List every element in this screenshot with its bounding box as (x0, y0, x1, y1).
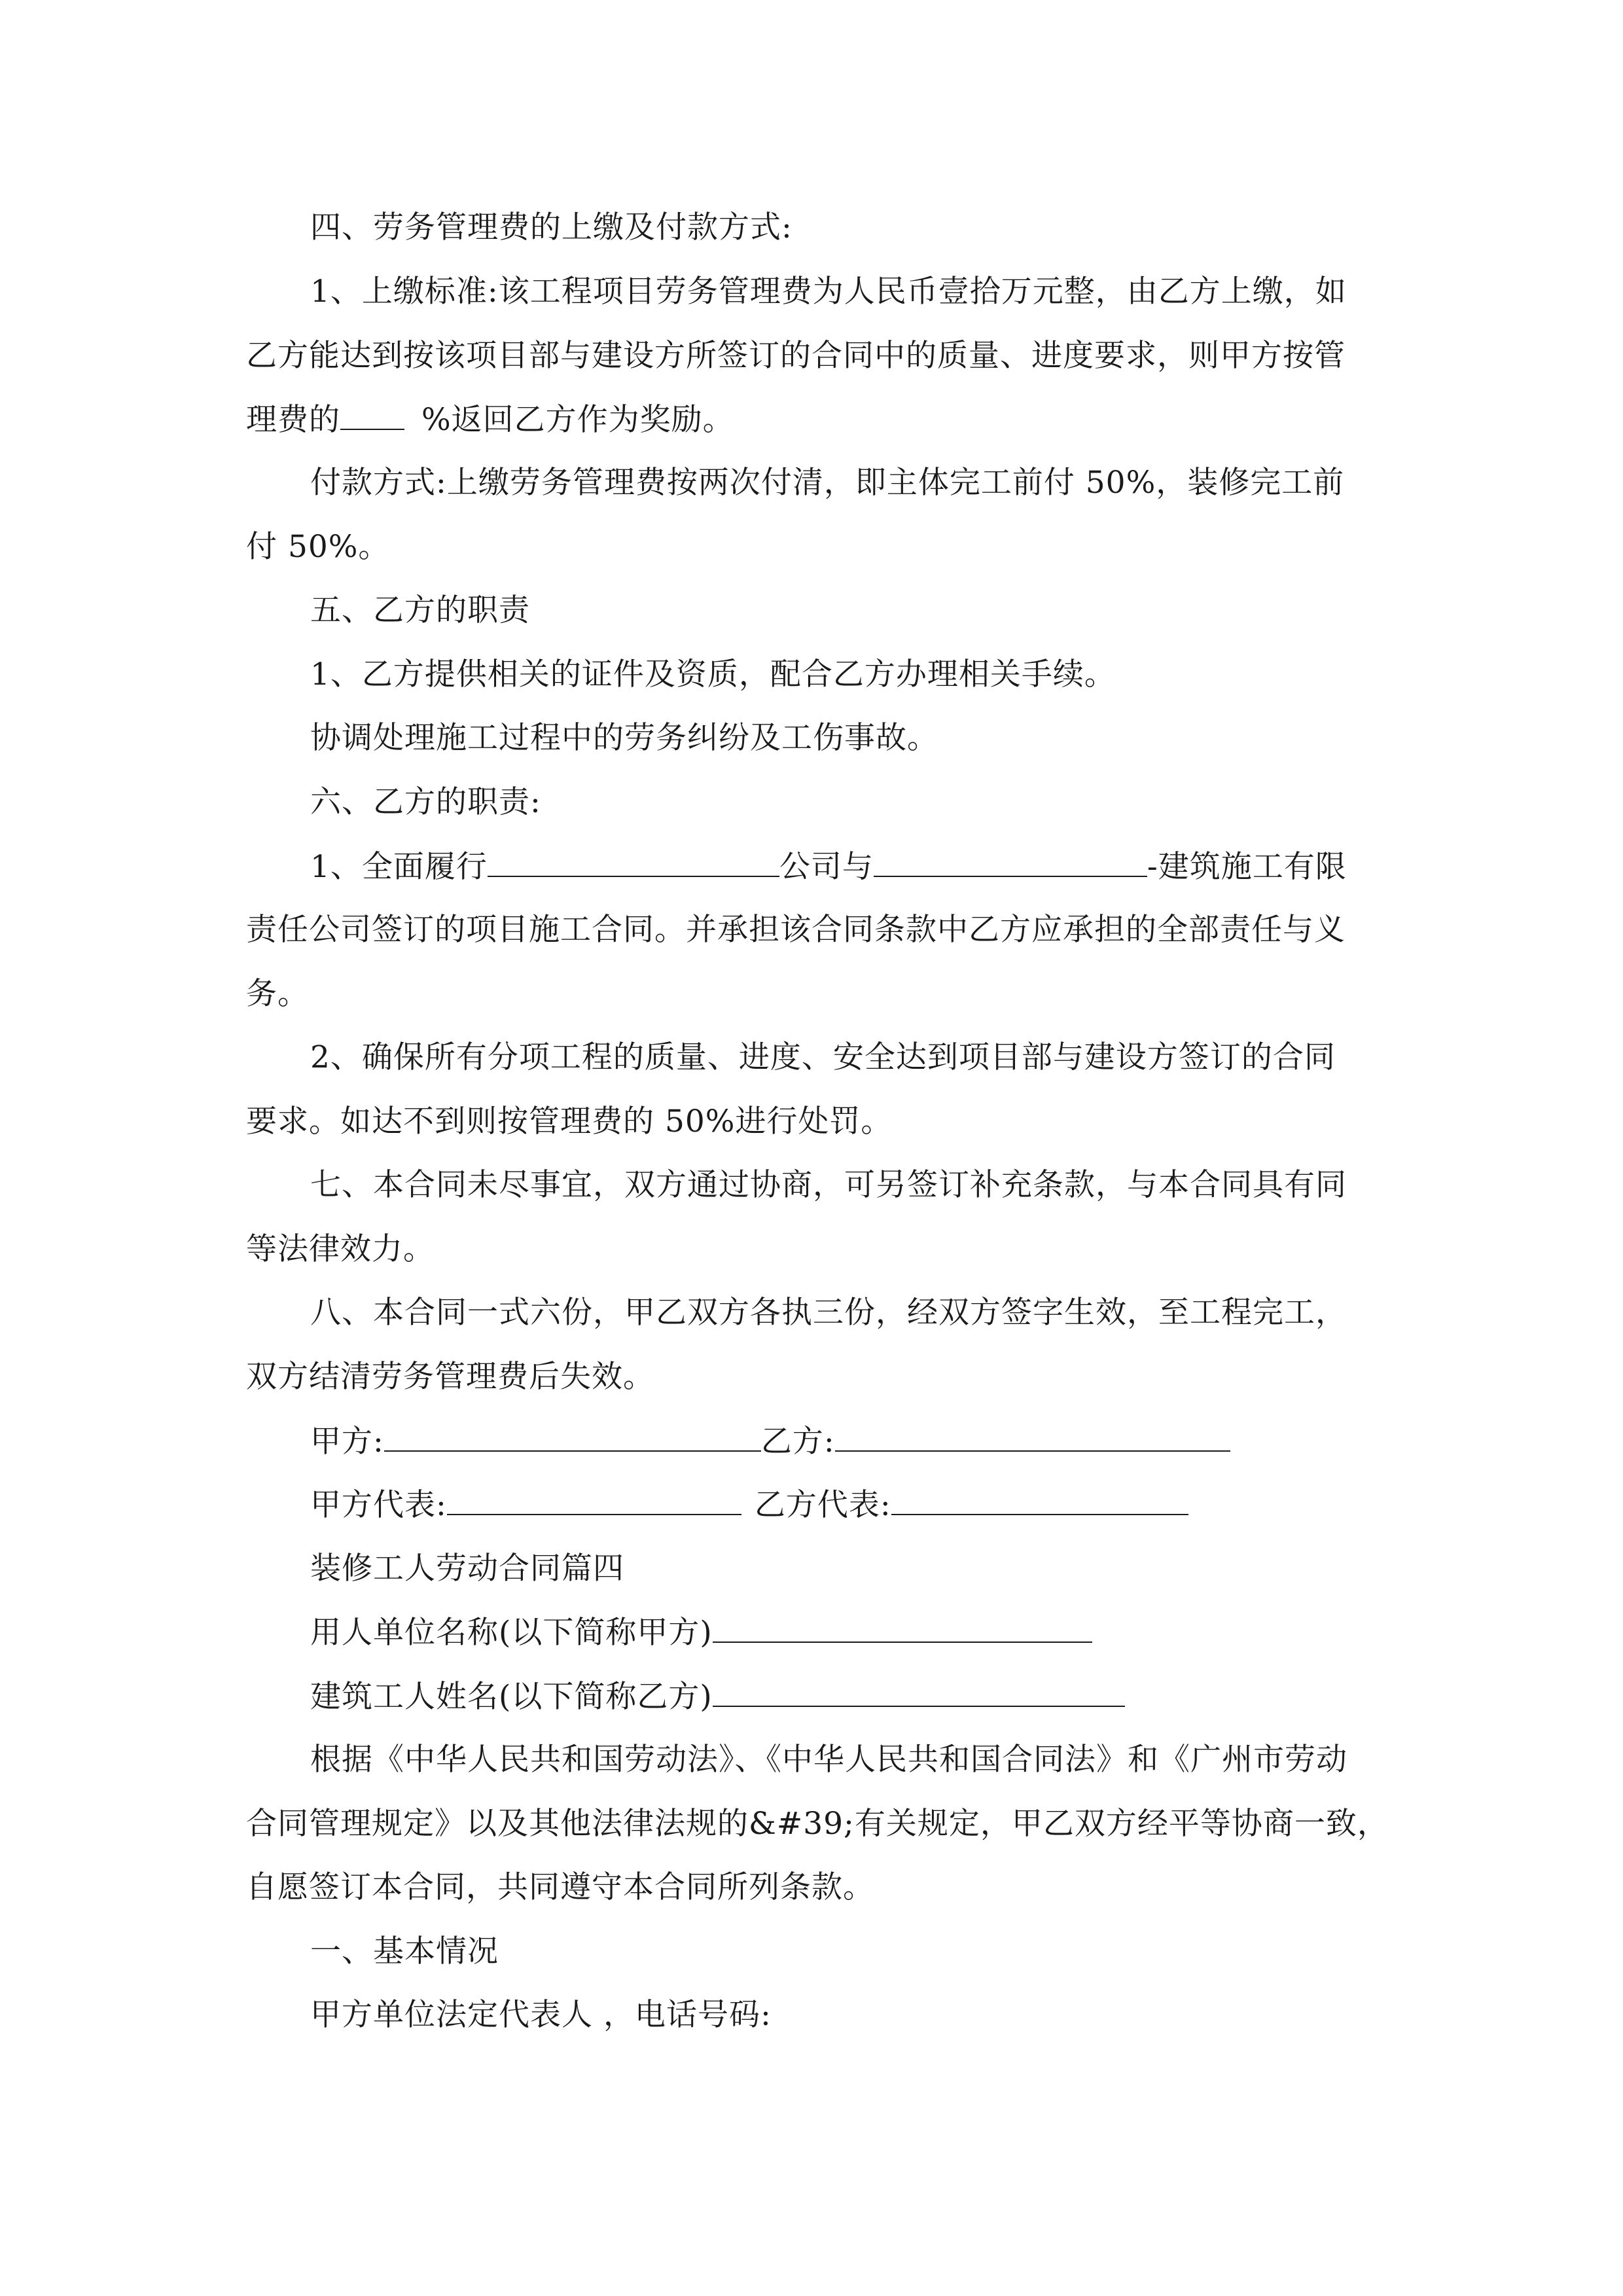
legal-basis-line-2: 合同管理规定》以及其他法律法规的&#39;有关规定，甲乙双方经平等协商一致， (246, 1806, 1389, 1842)
text-segment: 理费的 (246, 402, 340, 438)
employer-label: 用人单位名称(以下简称甲方) (310, 1615, 713, 1651)
party-b-label: 乙方: (760, 1424, 835, 1460)
fill-in-blank[interactable] (340, 400, 404, 430)
worker-label: 建筑工人姓名(以下简称乙方) (310, 1679, 713, 1715)
contract-4-title: 装修工人劳动合同篇四 (310, 1551, 624, 1587)
text-segment: 公司与 (779, 849, 874, 885)
legal-basis-line-1: 根据《中华人民共和国劳动法》、《中华人民共和国合同法》和《广州市劳动 (310, 1742, 1347, 1778)
section-6-item-2-line-2: 要求。如达不到则按管理费的 50%进行处罚。 (246, 1103, 893, 1139)
section-4-item-1-line-1: 1、上缴标准:该工程项目劳务管理费为人民币壹拾万元整，由乙方上缴，如 (310, 274, 1347, 310)
rep-a-label: 甲方代表: (310, 1487, 447, 1523)
section-6-item-1-line-2: 责任公司签订的项目施工合同。并承担该合同条款中乙方应承担的全部责任与义 (246, 912, 1346, 948)
section-4-payment-line-2: 付 50%。 (246, 529, 390, 565)
section-7-line-1: 七、本合同未尽事宜，双方通过协商，可另签订补充条款，与本合同具有同 (310, 1167, 1347, 1203)
section-8-line-2: 双方结清劳务管理费后失效。 (246, 1359, 654, 1395)
fill-in-blank[interactable] (874, 847, 1147, 877)
party-b-field[interactable] (835, 1422, 1230, 1452)
section-8-line-1: 八、本合同一式六份，甲乙双方各执三份，经双方签字生效，至工程完工， (310, 1295, 1347, 1331)
section-5-item-1: 1、乙方提供相关的证件及资质，配合乙方办理相关手续。 (310, 656, 1116, 692)
employer-field[interactable] (713, 1613, 1092, 1643)
section-4-payment-line-1: 付款方式:上缴劳务管理费按两次付清，即主体完工前付 50%，装修完工前 (310, 465, 1345, 501)
section-6-title: 六、乙方的职责: (310, 784, 541, 820)
party-a-label: 甲方: (310, 1424, 384, 1460)
text-segment: 1、全面履行 (310, 849, 488, 885)
party-a-field[interactable] (384, 1422, 761, 1452)
basic-info-item: 甲方单位法定代表人 ，电话号码: (310, 1997, 772, 2033)
section-5-title: 五、乙方的职责 (310, 592, 530, 628)
rep-a-field[interactable] (447, 1485, 741, 1515)
text-segment: -建筑施工有限 (1147, 849, 1347, 885)
employer-name-line (310, 1613, 1449, 1653)
signature-representatives-line (310, 1485, 1449, 1525)
section-6-item-2-line-1: 2、确保所有分项工程的质量、进度、安全达到项目部与建设方签订的合同 (310, 1039, 1336, 1075)
worker-field[interactable] (713, 1677, 1125, 1707)
section-6-item-1-line-1 (310, 847, 1449, 887)
rep-b-field[interactable] (891, 1485, 1188, 1515)
section-4-item-1-line-2: 乙方能达到按该项目部与建设方所签订的合同中的质量、进度要求，则甲方按管 (246, 338, 1346, 374)
section-5-item-2: 协调处理施工过程中的劳务纠纷及工伤事故。 (310, 720, 938, 756)
section-7-line-2: 等法律效力。 (246, 1231, 435, 1267)
text-segment: %返回乙方作为奖励。 (421, 402, 734, 438)
rep-b-label: 乙方代表: (754, 1487, 891, 1523)
fill-in-blank[interactable] (488, 847, 779, 877)
section-6-item-1-line-3: 务。 (246, 976, 309, 1012)
legal-basis-line-3: 自愿签订本合同，共同遵守本合同所列条款。 (246, 1869, 874, 1905)
section-4-item-1-line-3 (246, 400, 1385, 440)
signature-parties-line (310, 1422, 1449, 1462)
worker-name-line (310, 1677, 1449, 1717)
basic-info-title: 一、基本情况 (310, 1933, 499, 1969)
section-4-title: 四、劳务管理费的上缴及付款方式: (310, 209, 793, 245)
